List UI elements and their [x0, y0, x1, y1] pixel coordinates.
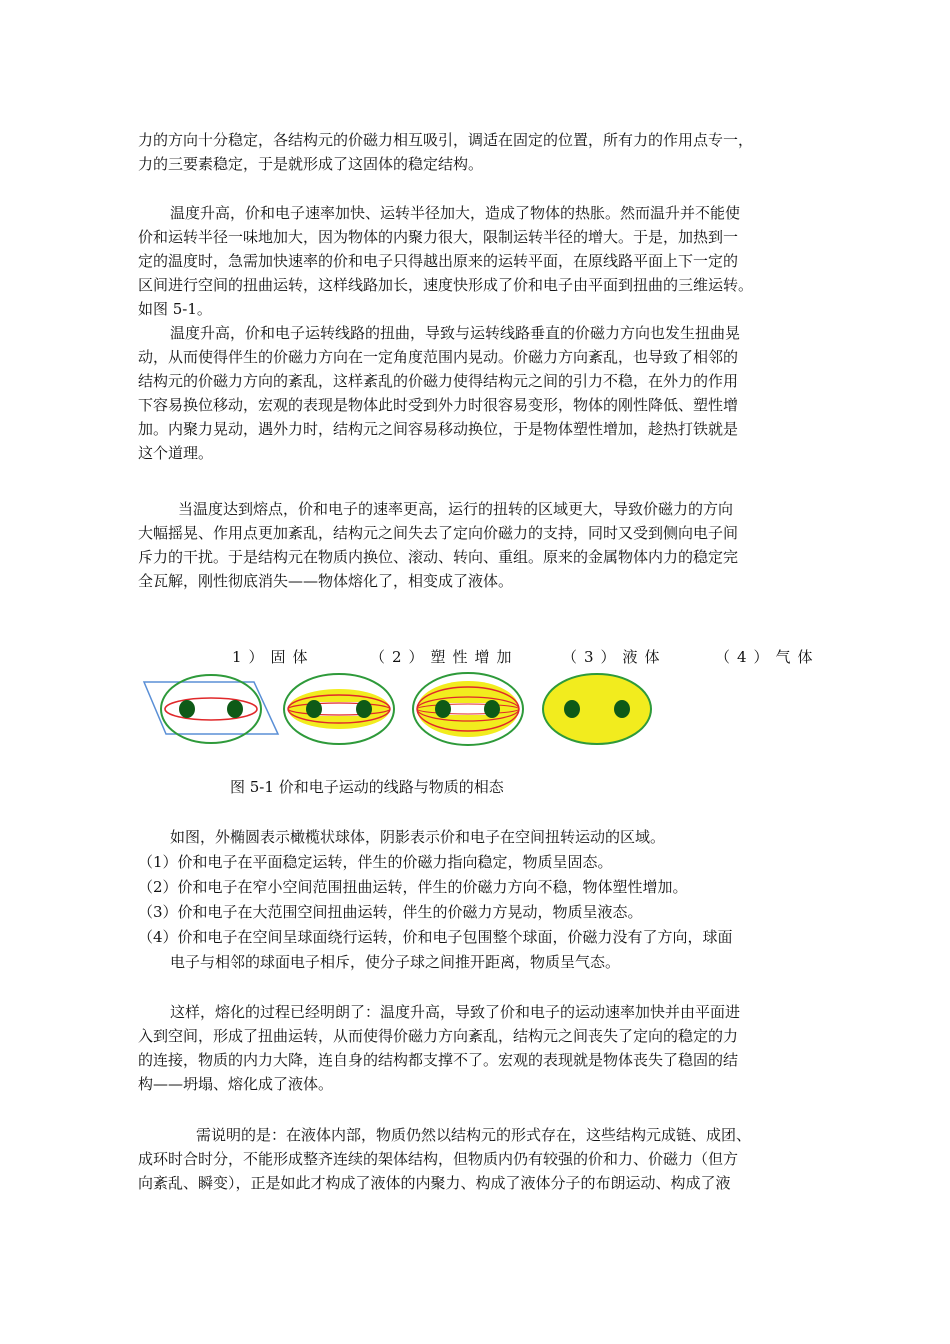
figure-label-liquid: （3）液体	[562, 648, 667, 666]
text-line: 如图，外椭圆表示橄榄状球体，阴影表示价和电子在空间扭转运动的区域。	[170, 828, 666, 846]
diagram-plastic	[284, 674, 394, 744]
text-line: 大幅摇晃、作用点更加紊乱，结构元之间失去了定向价磁力的支持，同时又受到侧向电子间	[138, 524, 739, 542]
text-line: 这个道理。	[138, 444, 214, 462]
paragraph-2	[138, 201, 818, 321]
figure-explanation	[138, 825, 828, 975]
text-line: 价和运转半径一味地加大，因为物体的内聚力很大，限制运转半径的增大。于是，加热到一	[138, 228, 739, 246]
text-line: 当温度达到熔点，价和电子的速率更高，运行的扭转的区域更大，导致价磁力的方向	[178, 500, 734, 518]
text-line: 需说明的是：在液体内部，物质仍然以结构元的形式存在，这些结构元成链、成团、	[196, 1126, 752, 1144]
nucleus	[356, 700, 372, 718]
nucleus	[614, 700, 630, 718]
text-line: 向紊乱、瞬变），正是如此才构成了液体的内聚力、构成了液体分子的布朗运动、构成了液	[138, 1174, 731, 1192]
nucleus	[564, 700, 580, 718]
text-line: 斥力的干扰。于是结构元在物质内换位、滚动、转向、重组。原来的金属物体内力的稳定完	[138, 548, 739, 566]
orbit-line	[165, 698, 257, 720]
nucleus	[179, 700, 195, 718]
text-line: 电子与相邻的球面电子相斥，使分子球之间推开距离，物质呈气态。	[170, 953, 621, 971]
list-item: （1）价和电子在平面稳定运转，伴生的价磁力指向稳定，物质呈固态。	[138, 853, 613, 871]
text-line: 构——坍塌、熔化成了液体。	[138, 1075, 334, 1093]
state-diagram	[136, 672, 656, 772]
text-line: 的连接，物质的内力大降，连自身的结构都支撑不了。宏观的表现就是物体丧失了稳固的结	[138, 1051, 739, 1069]
text-line: 力的三要素稳定，于是就形成了这固体的稳定结构。	[138, 155, 484, 173]
figure-labels	[0, 646, 950, 670]
figure-label-gas: （4）气体	[715, 648, 820, 666]
figure-caption: 图 5-1 价和电子运动的线路与物质的相态	[230, 778, 504, 796]
orbit-plane	[144, 682, 278, 734]
diagram-liquid	[413, 673, 523, 745]
text-line: 动，从而使得伴生的价磁力方向在一定角度范围内晃动。价磁力方向紊乱，也导致了相邻的	[138, 348, 739, 366]
nucleus	[306, 700, 322, 718]
text-line: 力的方向十分稳定，各结构元的价磁力相互吸引，调适在固定的位置，所有力的作用点专一，	[138, 131, 754, 149]
list-item: （4）价和电子在空间呈球面绕行运转，价和电子包围整个球面，价磁力没有了方向，球面	[138, 928, 733, 946]
paragraph-1	[138, 128, 818, 176]
text-line: 如图 5-1。	[138, 300, 212, 318]
text-line: 加。内聚力晃动，遇外力时，结构元之间容易移动换位，于是物体塑性增加，趁热打铁就是	[138, 420, 739, 438]
text-line: 结构元的价磁力方向的紊乱，这样紊乱的价磁力使得结构元之间的引力不稳，在外力的作用	[138, 372, 739, 390]
nucleus	[435, 700, 451, 718]
text-line: 温度升高，价和电子速率加快、运转半径加大，造成了物体的热胀。然而温升并不能使	[170, 204, 741, 222]
figure-label-solid: 1）固体	[232, 648, 315, 666]
paragraph-3	[138, 321, 818, 465]
list-item: （2）价和电子在窄小空间范围扭曲运转，伴生的价磁力方向不稳，物体塑性增加。	[138, 878, 688, 896]
text-line: 下容易换位移动，宏观的表现是物体此时受到外力时很容易变形，物体的刚性降低、塑性增	[138, 396, 739, 414]
text-line: 温度升高，价和电子运转线路的扭曲，导致与运转线路垂直的价磁力方向也发生扭曲晃	[170, 324, 741, 342]
text-line: 区间进行空间的扭曲运转，这样线路加长，速度快形成了价和电子由平面到扭曲的三维运转。	[138, 276, 754, 294]
text-line: 全瓦解，刚性彻底消失——物体熔化了，相变成了液体。	[138, 572, 514, 590]
list-item: （3）价和电子在大范围空间扭曲运转，伴生的价磁力方晃动，物质呈液态。	[138, 903, 643, 921]
figure-label-plastic: （2）塑性增加	[370, 648, 519, 666]
outer-ellipse	[161, 675, 261, 743]
diagram-solid	[144, 675, 278, 743]
paragraph-6	[138, 1000, 818, 1096]
outer-ellipse	[543, 674, 651, 744]
paragraph-4	[138, 497, 818, 593]
text-line: 成环时合时分，不能形成整齐连续的架体结构，但物质内仍有较强的价和力、价磁力（但方	[138, 1150, 739, 1168]
text-line: 入到空间，形成了扭曲运转，从而使得价磁力方向紊乱，结构元之间丧失了定向的稳定的力	[138, 1027, 739, 1045]
nucleus	[227, 700, 243, 718]
text-line: 定的温度时，急需加快速率的价和电子只得越出原来的运转平面，在原线路平面上下一定的	[138, 252, 739, 270]
diagram-gas	[543, 674, 651, 744]
text-line: 这样，熔化的过程已经明朗了：温度升高，导致了价和电子的运动速率加快并由平面进	[170, 1003, 741, 1021]
nucleus	[484, 700, 500, 718]
paragraph-7	[138, 1123, 818, 1195]
